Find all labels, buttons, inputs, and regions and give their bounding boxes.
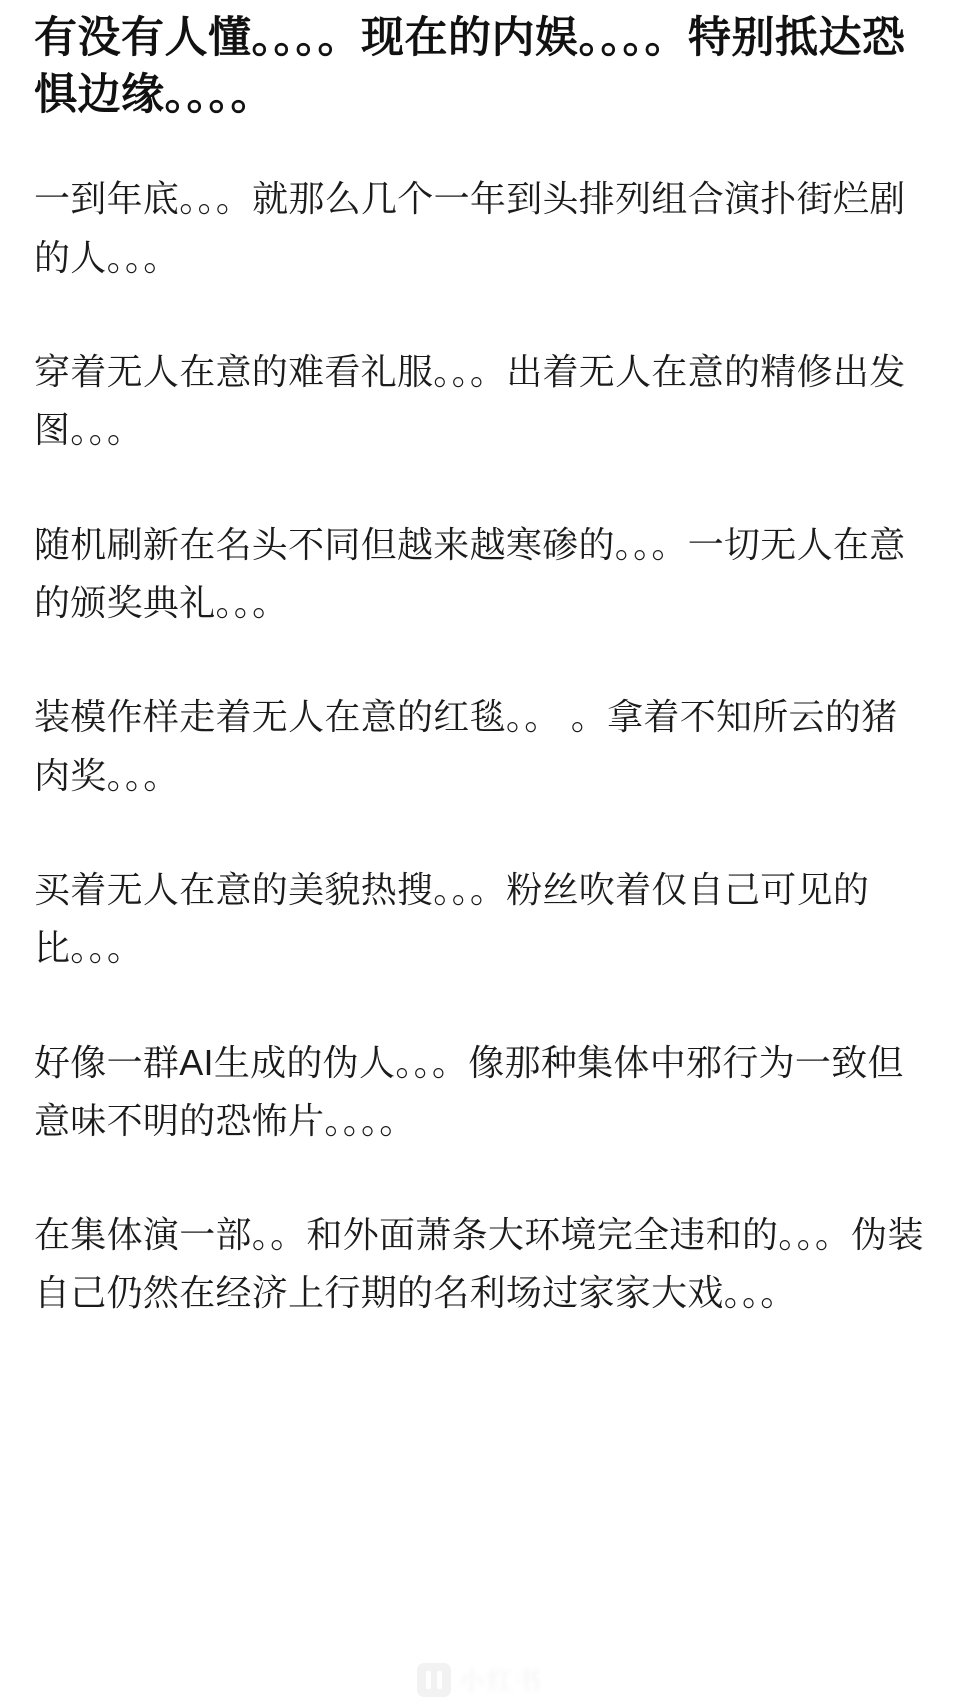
post-paragraph: 装模作样走着无人在意的红毯。。 。拿着不知所云的猪肉奖。。。 xyxy=(34,696,898,796)
app-logo-icon xyxy=(417,1663,451,1697)
post-paragraph: 买着无人在意的美貌热搜。。。粉丝吹着仅自己可见的比。。。 xyxy=(34,868,870,969)
post-paragraph: 好像一群AI生成的伪人。。。像那种集体中邪行为一致但意味不明的恐怖片。。。。 xyxy=(34,1041,904,1141)
post-paragraph: 一到年底。。。就那么几个一年到头排列组合演扑街烂剧的人。。。 xyxy=(34,178,906,278)
watermark-label: 小红书 xyxy=(458,1666,544,1696)
post-title: 有没有人懂。。。。现在的内娱。。。。特别抵达恐惧边缘。。。。 xyxy=(34,14,906,120)
post-paragraph: 穿着无人在意的难看礼服。。。出着无人在意的精修出发图。。。 xyxy=(34,351,906,451)
post-paragraph: 随机刷新在名头不同但越来越寒碜的。。。一切无人在意的颁奖典礼。。。 xyxy=(34,523,906,623)
post-body xyxy=(34,170,926,1322)
post-paragraph: 在集体演一部。。和外面萧条大环境完全违和的。。。伪装自己仍然在经济上行期的名利场过家家大戏。。。 xyxy=(34,1214,924,1314)
watermark xyxy=(417,1661,543,1698)
